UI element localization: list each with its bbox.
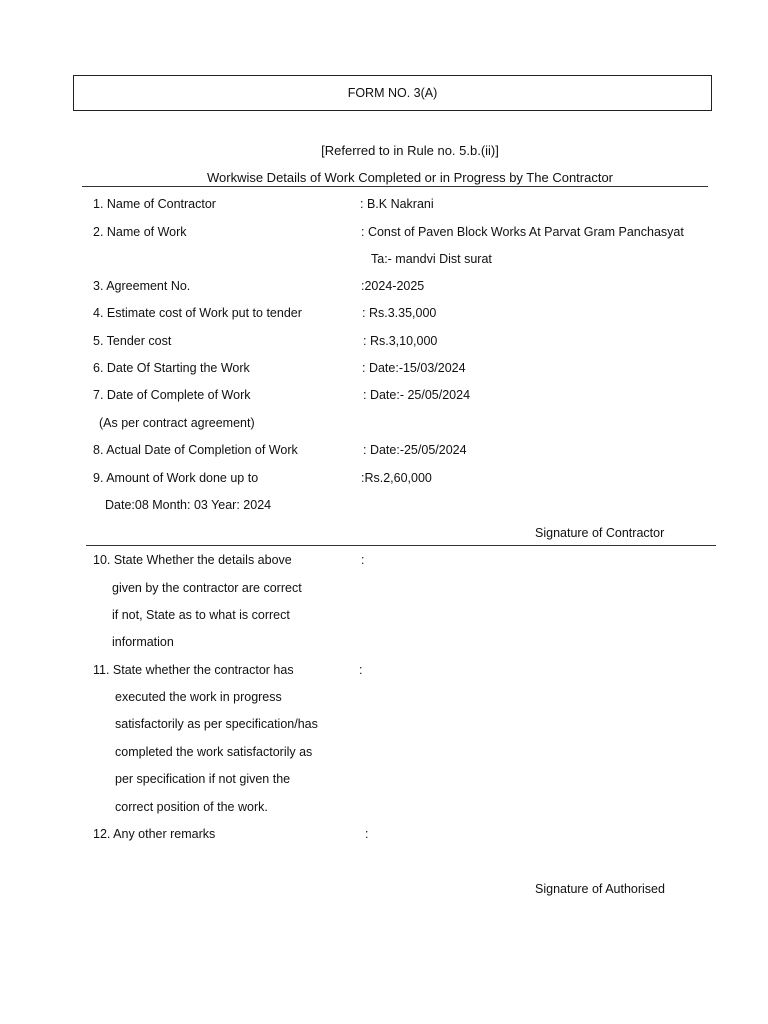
question-10-line: given by the contractor are correct xyxy=(112,581,302,595)
signature-contractor: Signature of Contractor xyxy=(535,526,665,540)
answer-12-colon: : xyxy=(365,827,369,841)
question-11-line: satisfactorily as per specification/has xyxy=(115,717,318,731)
signature-authorised: Signature of Authorised xyxy=(535,882,665,896)
form-title-box xyxy=(73,75,712,111)
label-work-name: 2. Name of Work xyxy=(93,225,187,239)
answer-11-colon: : xyxy=(359,663,363,677)
question-11-line: per specification if not given the xyxy=(115,772,291,786)
label-completion-date: 7. Date of Complete of Work xyxy=(93,388,251,402)
value-completion-date: : Date:- 25/05/2024 xyxy=(363,388,471,402)
question-10-line: if not, State as to what is correct xyxy=(112,608,290,622)
value-start-date: : Date:-15/03/2024 xyxy=(362,361,466,375)
question-11-line: executed the work in progress xyxy=(115,690,282,704)
label-start-date: 6. Date Of Starting the Work xyxy=(93,361,250,375)
question-11-line: completed the work satisfactorily as xyxy=(115,745,313,759)
question-10-line: 10. State Whether the details above xyxy=(93,553,292,567)
rule-reference: [Referred to in Rule no. 5.b.(ii)] xyxy=(321,143,499,158)
form-title: FORM NO. 3(A) xyxy=(347,86,438,100)
label-amount-date: Date:08 Month: 03 Year: 2024 xyxy=(105,498,272,512)
value-actual-completion: : Date:-25/05/2024 xyxy=(363,443,467,457)
value-work-name: : Const of Paven Block Works At Parvat Gram Panchasyat xyxy=(361,225,684,239)
question-11-line: 11. State whether the contractor has xyxy=(93,663,294,677)
label-agreement-no: 3. Agreement No. xyxy=(93,279,191,293)
answer-10-colon: : xyxy=(361,553,365,567)
value-amount-done: :Rs.2,60,000 xyxy=(361,471,432,485)
question-11-line: correct position of the work. xyxy=(115,800,268,814)
label-amount-done: 9. Amount of Work done up to xyxy=(93,471,259,485)
value-work-location: Ta:- mandvi Dist surat xyxy=(371,252,492,266)
value-estimate-cost: : Rs.3.35,000 xyxy=(362,306,437,320)
question-10-line: information xyxy=(112,635,174,649)
divider-middle xyxy=(86,545,716,546)
label-tender-cost: 5. Tender cost xyxy=(93,334,172,348)
value-contractor-name: : B.K Nakrani xyxy=(360,197,434,211)
form-heading: Workwise Details of Work Completed or in Progress by The Contractor xyxy=(206,170,614,185)
value-tender-cost: : Rs.3,10,000 xyxy=(363,334,438,348)
label-contractor-name: 1. Name of Contractor xyxy=(93,197,216,211)
label-contract-note: (As per contract agreement) xyxy=(99,416,255,430)
label-estimate-cost: 4. Estimate cost of Work put to tender xyxy=(93,306,302,320)
question-12-line: 12. Any other remarks xyxy=(93,827,216,841)
value-agreement-no: :2024-2025 xyxy=(361,279,425,293)
divider-top xyxy=(82,186,708,187)
label-actual-completion: 8. Actual Date of Completion of Work xyxy=(93,443,298,457)
